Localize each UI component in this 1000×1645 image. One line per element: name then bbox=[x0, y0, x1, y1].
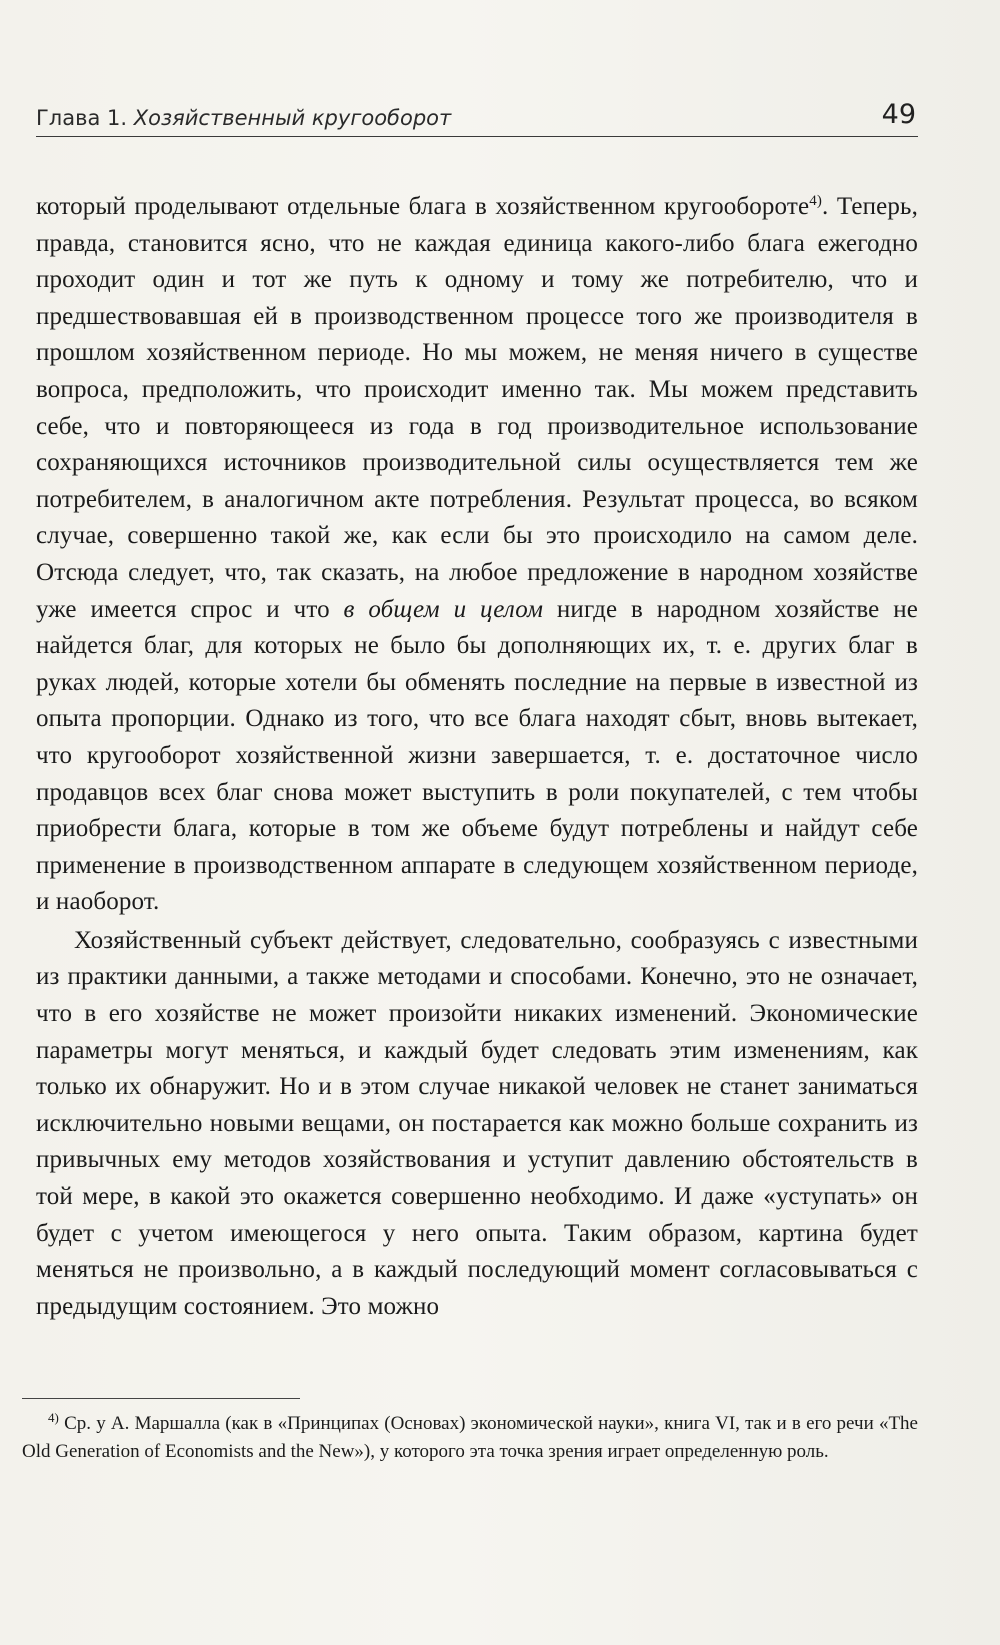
footnote-4 bbox=[22, 1410, 918, 1466]
chapter-label: Глава 1. bbox=[36, 106, 128, 130]
paragraph-2: Хозяйственный субъект действует, следовательно, сообразуясь с известными из практики данными, а также методами и способами. Конечно, это не означает, что в его хозяйстве не может произойти никаких изменений. Экономические параметры могут меняться, и каждый будет следовать этим изменениям, как только их обнаружит. Но и в этом случае никакой человек не станет заниматься исключительно новыми вещами, он постарается как можно больше сохранить из привычных ему методов хозяйствования и уступит давлению обстоятельств в той мере, в какой это окажется совершенно необходимо. И даже «уступать» он будет с учетом имеющегося у него опыта. Таким образом, картина будет меняться не произвольно, а в каждый последующий момент согласовываться с предыдущим состоянием. Это можно bbox=[36, 926, 918, 1320]
footnote-mark: 4) bbox=[48, 1410, 59, 1425]
paragraph-1-text-c: нигде в народном хозяйстве не найдется благ, для которых не было бы дополняющих их, т. е. других благ в руках людей, которые хотели бы обменять последние на первые в известной из опыта пропорции. Однако из того, что все блага находят сбыт, вновь вытекает, что кругооборот хозяйственной жизни завершается, т. е. достаточное число продавцов всех благ снова может выступить в роли покупателей, с тем чтобы приобрести блага, которые в том же объеме будут потреблены и найдут себе применение в производственном аппарате в следующем хозяйственном периоде, и наоборот. bbox=[36, 595, 918, 916]
main-text bbox=[36, 189, 918, 1325]
chapter-title: Хозяйственный кругооборот bbox=[133, 106, 452, 130]
paragraph-1-text-b: . Теперь, правда, становится ясно, что не каждая единица какого-либо блага ежегодно проходит один и тот же путь к одному и тому же потребителю, что и предшествовавшая ей в производственном процессе того же производителя в прошлом хозяйственном периоде. Но мы можем, не меняя ничего в существе вопроса, предположить, что происходит именно так. Мы можем представить себе, что и повторяющееся из года в год производительное использование сохраняющихся источников производительной силы осуществляется тем же потребителем, в аналогичном акте потребления. Результат процесса, во всяком случае, совершенно такой же, как если бы это происходило на самом деле. Отсюда следует, что, так сказать, на любое предложение в народном хозяйстве уже имеется спрос и что bbox=[36, 193, 918, 623]
footnote-text: Ср. у А. Маршалла (как в «Принципах (Основах) экономической науки», книга VI, так и в его речи «The Old Generation of Economists and the New»), у которого эта точка зрения играет определенную роль. bbox=[22, 1413, 918, 1462]
running-header bbox=[36, 92, 918, 137]
emphasis-phrase: в общем и целом bbox=[343, 595, 544, 623]
chapter-heading bbox=[36, 106, 451, 130]
paragraph-1-text-a: который проделывают отдельные блага в хозяйственном кругообороте bbox=[36, 193, 810, 220]
page-number: 49 bbox=[881, 99, 916, 130]
footnote-reference[interactable]: 4) bbox=[809, 193, 822, 209]
footnote-area bbox=[22, 1410, 918, 1466]
paragraph-1 bbox=[36, 189, 918, 921]
footnote-separator bbox=[22, 1398, 300, 1399]
